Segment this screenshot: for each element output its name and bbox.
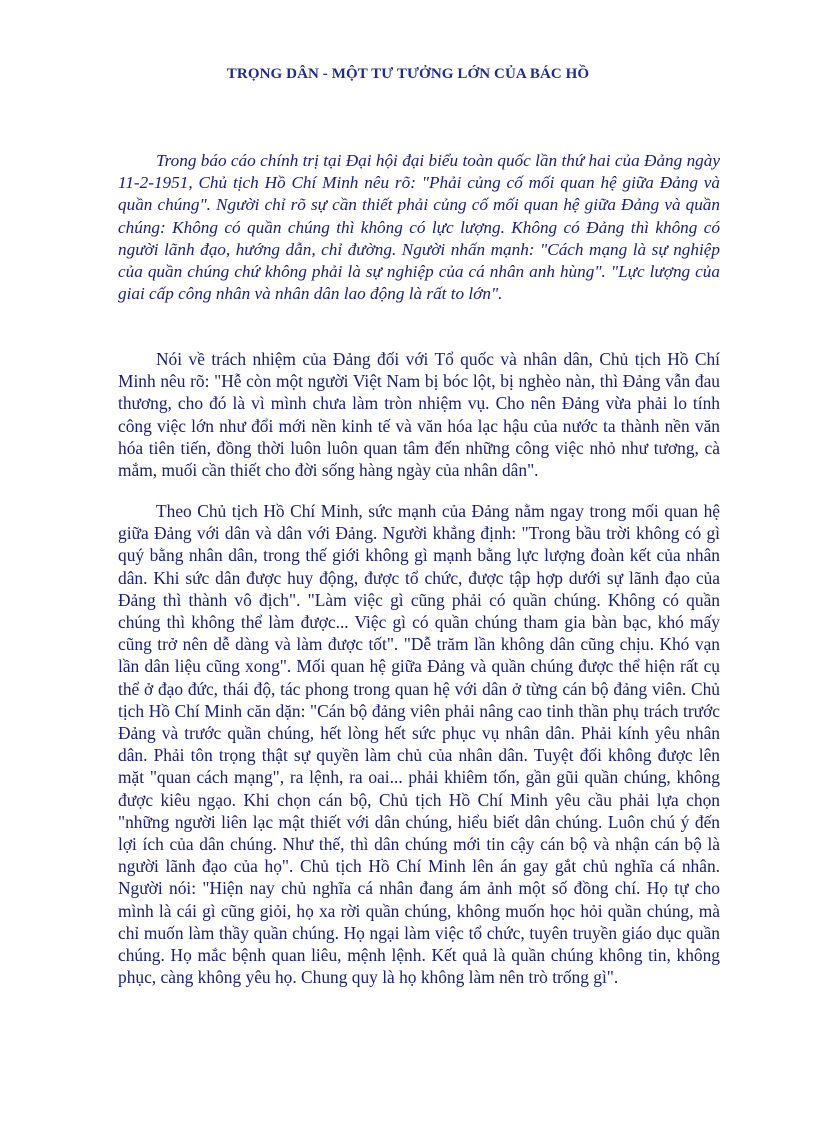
document-title: TRỌNG DÂN - MỘT TƯ TƯỞNG LỚN CỦA BÁC HỒ <box>226 66 590 82</box>
paragraph-intro: Trong báo cáo chính trị tại Đại hội đại biểu toàn quốc lần thứ hai của Đảng ngày 11-2-1951, Chủ tịch Hồ Chí Minh nêu rõ: "Phải củng cố mối quan hệ giữa Đảng và quần chúng". Người chỉ rõ sự cần thiết phải củng cố mối quan hệ giữa Đảng và quần chúng: Không có quần chúng thì không có lực lượng. Không có Đảng thì không có người lãnh đạo, hướng dẫn, chỉ đường. Người nhấn mạnh: "Cách mạng là sự nghiệp của quần chúng chứ không phải là sự nghiệp của cá nhân anh hùng". "Lực lượng của giai cấp công nhân và nhân dân lao động là rất to lớn". <box>118 151 720 304</box>
paragraph-party-strength: Theo Chủ tịch Hồ Chí Minh, sức mạnh của Đảng nằm ngay trong mối quan hệ giữa Đảng với dân và dân với Đảng. Người khẳng định: "Trong bầu trời không có gì quý bằng nhân dân, trong thế giới không gì mạnh bằng lực lượng đoàn kết của nhân dân. Khi sức dân được huy động, được tổ chức, được tập hợp dưới sự lãnh đạo của Đảng thì thành vô địch". "Làm việc gì cũng phải có quần chúng. Không có quần chúng thì không thể làm được... Việc gì có quần chúng tham gia bàn bạc, khó mấy cũng trở nên dễ dàng và làm được tốt". "Dễ trăm lần không dân cũng chịu. Khó vạn lần dân liệu cũng xong". Mối quan hệ giữa Đảng và quần chúng được thể hiện rất cụ thể ở đạo đức, thái độ, tác phong trong quan hệ với dân ở từng cán bộ đảng viên. Chủ tịch Hồ Chí Minh căn dặn: "Cán bộ đảng viên phải nâng cao tinh thần phụ trách trước Đảng và trước quần chúng, hết lòng hết sức phục vụ nhân dân. Phải kính yêu nhân dân. Phải tôn trọng thật sự quyền làm chủ của nhân dân. Tuyệt đối không được lên mặt "quan cách mạng", ra lệnh, ra oai... phải khiêm tốn, gần gũi quần chúng, không được kiêu ngạo. Khi chọn cán bộ, Chủ tịch Hồ Chí Minh yêu cầu phải lựa chọn "những người liên lạc mật thiết với dân chúng, hiểu biết dân chúng. Luôn chú ý đến lợi ích của dân chúng. Như thế, thì dân chúng mới tin cậy cán bộ và nhận cán bộ là người lãnh đạo của họ". Chủ tịch Hồ Chí Minh lên án gay gắt chủ nghĩa cá nhân. Người nói: "Hiện nay chủ nghĩa cá nhân đang ám ảnh một số đồng chí. Họ tự cho mình là cái gì cũng giỏi, họ xa rời quần chúng, không muốn học hỏi quần chúng, mà chỉ muốn làm thầy quần chúng. Họ ngại làm việc tổ chức, tuyên truyền giáo dục quần chúng. Họ mắc bệnh quan liêu, mệnh lệnh. Kết quả là quần chúng không tin, không phục, càng không yêu họ. Chung quy là họ không làm nên trò trống gì". <box>118 501 720 988</box>
paragraph-responsibility: Nói về trách nhiệm của Đảng đối với Tổ quốc và nhân dân, Chủ tịch Hồ Chí Minh nêu rõ: "Hễ còn một người Việt Nam bị bóc lột, bị nghèo nàn, thì Đảng vẫn đau thương, cho đó là vì mình chưa làm tròn nhiệm vụ. Cho nên Đảng vừa phải lo tính công việc lớn như đổi mới nền kinh tế và văn hóa lạc hậu của nước ta thành nền văn hóa tiên tiến, đồng thời luôn luôn quan tâm đến những công việc nhỏ như tương, cà mắm, muối cần thiết cho đời sống hàng ngày của nhân dân". <box>118 349 720 481</box>
